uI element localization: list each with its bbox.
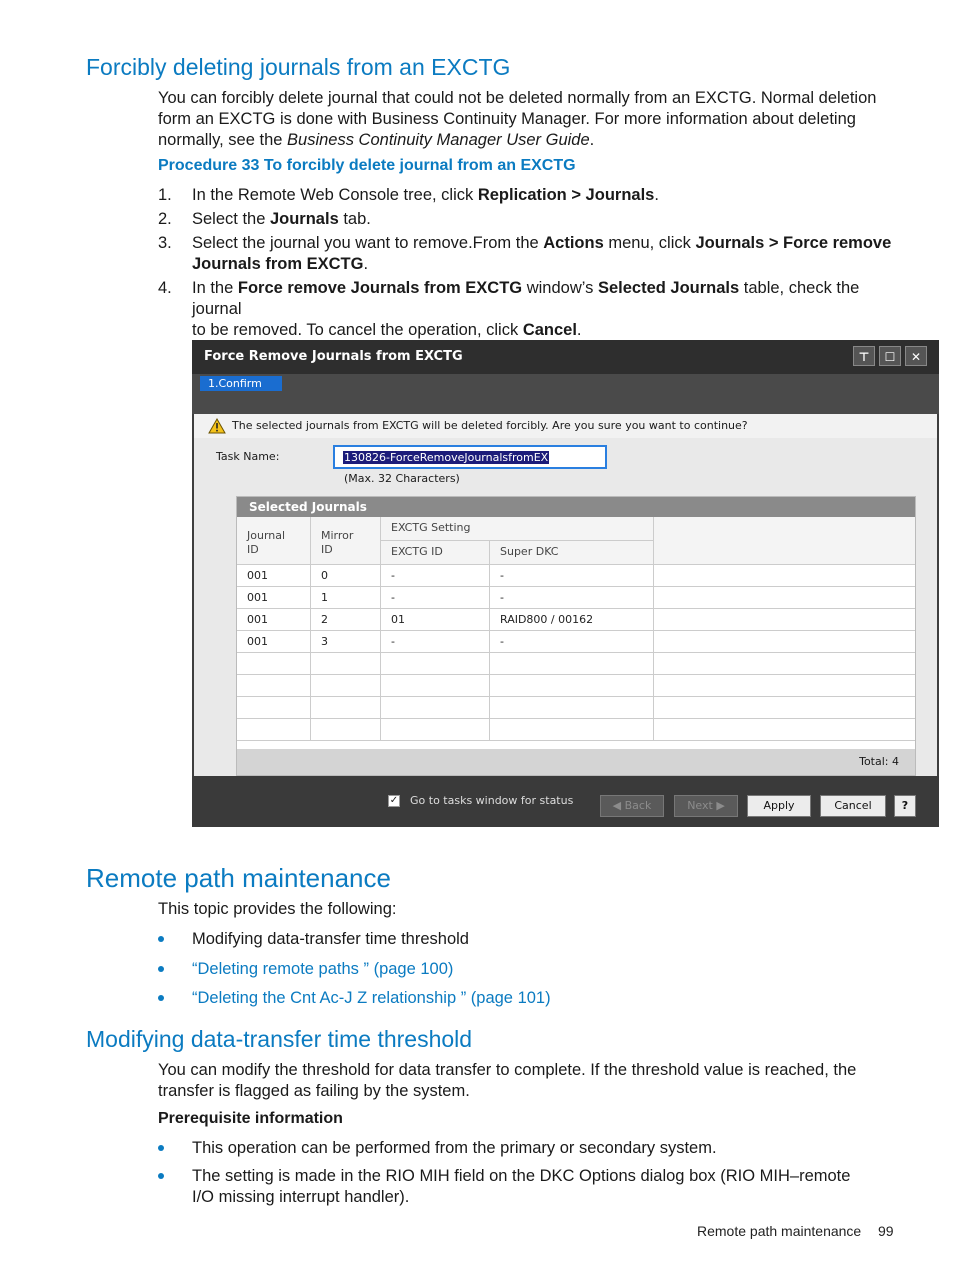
bullet-icon	[158, 1173, 164, 1179]
table-cell-spacer	[654, 609, 915, 631]
table-cell-spacer	[654, 675, 915, 697]
table-cell-spacer	[654, 631, 915, 653]
table-cell: 001	[237, 565, 311, 587]
table-title: Selected Journals	[249, 500, 367, 514]
dialog-footer	[192, 776, 939, 827]
intro-line: form an EXCTG is done with Business Continuity Manager. For more information about deleting	[158, 110, 856, 128]
table-cell-spacer	[654, 697, 915, 719]
table-total-bar	[237, 749, 915, 775]
step-text: In the Remote Web Console tree, click Replication > Journals.	[192, 186, 659, 204]
table-cell: 001	[237, 587, 311, 609]
warning-icon	[208, 418, 226, 434]
column-header-journal-id[interactable]: Journal ID	[237, 517, 311, 565]
section-title-remote-path-maintenance: Remote path maintenance	[86, 863, 391, 893]
guide-title: Business Continuity Manager User Guide	[287, 131, 590, 149]
table-cell: -	[381, 631, 490, 653]
warning-banner	[194, 414, 937, 438]
table-cell: 01	[381, 609, 490, 631]
step-confirm-tab[interactable]: 1.Confirm	[200, 376, 282, 391]
task-name-label: Task Name:	[216, 450, 280, 463]
step-number: 1.	[158, 186, 172, 204]
goto-tasks-checkbox[interactable]: ✓	[389, 795, 399, 806]
task-name-value: 130826-ForceRemoveJournalsfromEX	[344, 451, 549, 464]
page-number: 99	[878, 1223, 894, 1239]
goto-tasks-label: Go to tasks window for status	[410, 794, 574, 807]
table-cell	[237, 653, 311, 675]
table-cell: 2	[311, 609, 381, 631]
bullet-icon	[158, 936, 164, 942]
table-cell: 3	[311, 631, 381, 653]
step-number: 3.	[158, 234, 172, 252]
section3-paragraph	[158, 1060, 918, 1102]
cancel-button[interactable]: Cancel	[820, 795, 886, 817]
intro-line: normally, see the Business Continuity Manager User Guide.	[158, 131, 595, 149]
table-cell: -	[490, 631, 654, 653]
step-number: 2.	[158, 210, 172, 228]
bullet-icon	[158, 995, 164, 1001]
table-cell	[237, 697, 311, 719]
list-item-text: The setting is made in the RIO MIH field on the DKC Options dialog box (RIO MIH–remote I/O missing interrupt handler).	[192, 1167, 851, 1206]
table-cell	[237, 675, 311, 697]
table-cell: -	[381, 587, 490, 609]
step-text: Select the journal you want to remove.From the Actions menu, click Journals > Force remove Journals from EXCTG.	[192, 234, 892, 273]
table-cell	[311, 675, 381, 697]
table-cell: -	[490, 565, 654, 587]
intro-line: You can forcibly delete journal that could not be deleted normally from an EXCTG. Normal deletion	[158, 89, 877, 107]
section2-intro: This topic provides the following:	[158, 900, 397, 918]
table-cell: 0	[311, 565, 381, 587]
table-cell-spacer	[654, 565, 915, 587]
table-cell: -	[381, 565, 490, 587]
bullet-icon	[158, 966, 164, 972]
link-deleting-remote-paths[interactable]: “Deleting remote paths ” (page 100)	[192, 960, 454, 978]
column-header-mirror-id[interactable]: Mirror ID	[311, 517, 381, 565]
section-title-modifying-threshold: Modifying data-transfer time threshold	[86, 1026, 473, 1052]
table-cell	[381, 675, 490, 697]
dialog-body	[194, 414, 937, 776]
table-cell: 001	[237, 631, 311, 653]
procedure-title: Procedure 33 To forcibly delete journal from an EXCTG	[158, 157, 576, 174]
force-remove-dialog	[192, 340, 939, 827]
step-text: In the Force remove Journals from EXCTG window’s Selected Journals table, check the journal to be removed. To cancel the operation, click Cancel.	[192, 279, 860, 339]
maximize-icon[interactable]: ☐	[879, 346, 901, 366]
table-cell	[490, 719, 654, 741]
table-cell	[311, 697, 381, 719]
section-title-forcibly-deleting: Forcibly deleting journals from an EXCTG	[86, 54, 511, 80]
table-cell	[311, 653, 381, 675]
footer-section-label: Remote path maintenance	[697, 1223, 862, 1239]
prereq-title: Prerequisite information	[158, 1110, 343, 1127]
table-cell: -	[490, 587, 654, 609]
table-cell	[490, 697, 654, 719]
paragraph-line: transfer is flagged as failing by the system.	[158, 1082, 470, 1100]
column-group-exctg-setting: EXCTG Setting	[381, 517, 654, 541]
task-name-input[interactable]	[333, 445, 607, 469]
table-cell	[311, 719, 381, 741]
table-cell-spacer	[654, 719, 915, 741]
table-cell-spacer	[654, 653, 915, 675]
column-header-spacer	[654, 517, 915, 565]
back-button[interactable]: ◀ Back	[600, 795, 664, 817]
column-header-exctg-id[interactable]: EXCTG ID	[381, 541, 490, 565]
next-button[interactable]: Next ▶	[674, 795, 738, 817]
link-deleting-cnt-acj-z[interactable]: “Deleting the Cnt Ac-J Z relationship ” (page 101)	[192, 989, 551, 1007]
list-item-text: Modifying data-transfer time threshold	[192, 930, 469, 948]
dialog-title-bar	[192, 340, 939, 374]
step-number: 4.	[158, 279, 172, 297]
task-name-hint: (Max. 32 Characters)	[344, 472, 460, 485]
table-cell	[381, 697, 490, 719]
section1-intro	[158, 88, 918, 151]
table-cell: 1	[311, 587, 381, 609]
table-cell-spacer	[654, 587, 915, 609]
bullet-icon	[158, 1145, 164, 1151]
list-item-text: This operation can be performed from the primary or secondary system.	[192, 1139, 717, 1157]
wizard-step-bar	[192, 374, 939, 414]
apply-button[interactable]: Apply	[747, 795, 811, 817]
table-cell	[490, 653, 654, 675]
table-cell: 001	[237, 609, 311, 631]
paragraph-line: You can modify the threshold for data transfer to complete. If the threshold value is reached, the	[158, 1061, 857, 1079]
table-cell: RAID800 / 00162	[490, 609, 654, 631]
warning-text: The selected journals from EXCTG will be deleted forcibly. Are you sure you want to continue?	[232, 419, 748, 432]
table-cell	[237, 719, 311, 741]
selected-journals-table	[236, 496, 916, 776]
table-cell	[381, 719, 490, 741]
help-button[interactable]: ?	[894, 795, 916, 817]
table-title-bar	[237, 497, 915, 517]
close-icon[interactable]: ✕	[905, 346, 927, 366]
step-text: Select the Journals tab.	[192, 210, 371, 228]
table-cell	[490, 675, 654, 697]
pin-icon[interactable]: ⊤	[853, 346, 875, 366]
table-cell	[381, 653, 490, 675]
total-count: Total: 4	[859, 755, 899, 768]
dialog-title: Force Remove Journals from EXCTG	[204, 349, 463, 364]
column-header-super-dkc[interactable]: Super DKC	[490, 541, 654, 565]
